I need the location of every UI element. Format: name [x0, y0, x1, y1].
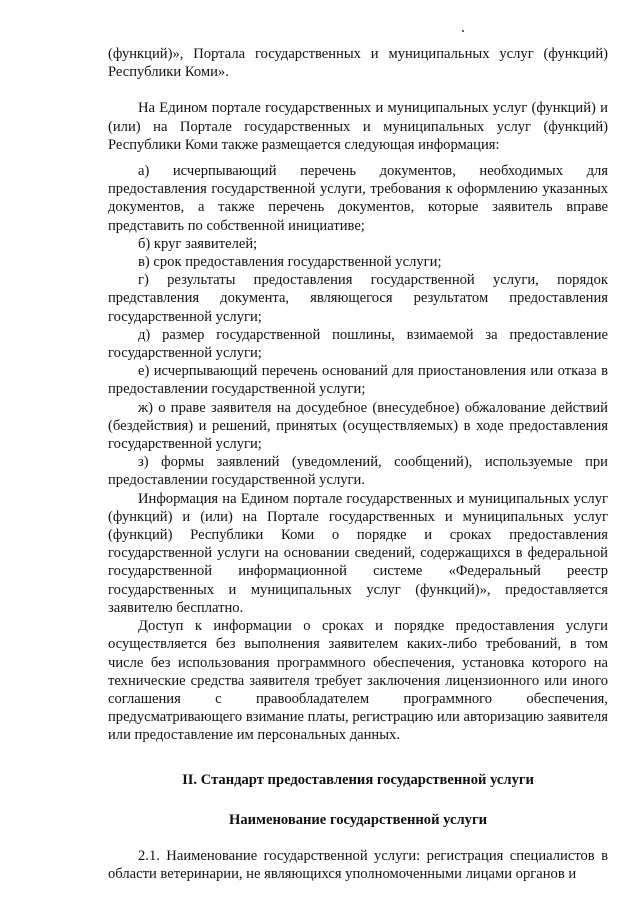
spacer	[108, 829, 608, 847]
paragraph-free-info: Информация на Едином портале государственных и муниципальных услуг (функций) и (или) на Портале государственных и муниципальных услуг (функций) Республики Коми о порядке и сроках предоставления государственной услуги на основании сведений, содержащихся в федеральной государственной информационной системе «Федеральный реестр государственных и муниципальных услуг (функций)», предоставляется заявителю бесплатно.	[108, 490, 608, 616]
list-item-g: г) результаты предоставления государственной услуги, порядок представления документа, являющегося результатом предоставления государственной услуги;	[108, 272, 608, 325]
paragraph-service-name: 2.1. Наименование государственной услуги: регистрация специалистов в области ветеринарии, не являющихся уполномоченными лицами органов и	[108, 847, 608, 883]
list-item-b: б) круг заявителей;	[138, 235, 258, 252]
paragraph-access: Доступ к информации о сроках и порядке предоставления услуги осуществляется без выполнения заявителем каких-либо требований, в том числе без использования программного обеспечения, установка которого на технические средства заявителя требует заключения лицензионного или иного соглашения с правообладателем программного обеспечения, предусматривающего взимание платы, регистрацию или авторизацию заявителя или предоставление им персональных данных.	[108, 618, 608, 744]
paragraph-portal-info: На Едином портале государственных и муниципальных услуг (функций) и (или) на Портале государственных и муниципальных услуг (функций) Республики Коми также размещается следующая информация:	[108, 100, 608, 153]
document-body	[108, 45, 608, 883]
list-item-e: е) исчерпывающий перечень оснований для приостановления или отказа в предоставлении государственной услуги;	[108, 363, 608, 398]
list-item-zh: ж) о праве заявителя на досудебное (внесудебное) обжалование действий (бездействия) и решений, принятых (осуществляемых) в ходе предоставления государственной услуги;	[108, 399, 608, 453]
subheading: Наименование государственной услуги	[229, 811, 487, 828]
list-item-a: а) исчерпывающий перечень документов, необходимых для предоставления государственной услуги, требования к оформлению указанных документов, а также перечень документов, которые заявитель вправе представить по собственной инициативе;	[108, 163, 608, 234]
list-item-v: в) срок предоставления государственной услуги;	[138, 254, 442, 271]
spacer	[108, 154, 608, 162]
scan-dot	[462, 30, 464, 32]
list-item-d: д) размер государственной пошлины, взимаемой за предоставление государственной услуги;	[108, 326, 608, 362]
spacer	[108, 745, 608, 771]
paragraph-continuation: (функций)», Портала государственных и муниципальных услуг (функций) Республики Коми».	[108, 46, 608, 81]
spacer	[108, 81, 608, 99]
section-heading: II. Стандарт предоставления государственной услуги	[182, 771, 534, 788]
spacer	[108, 789, 608, 811]
list-item-z: з) формы заявлений (уведомлений, сообщений), используемые при предоставлении государственной услуги.	[108, 454, 608, 489]
